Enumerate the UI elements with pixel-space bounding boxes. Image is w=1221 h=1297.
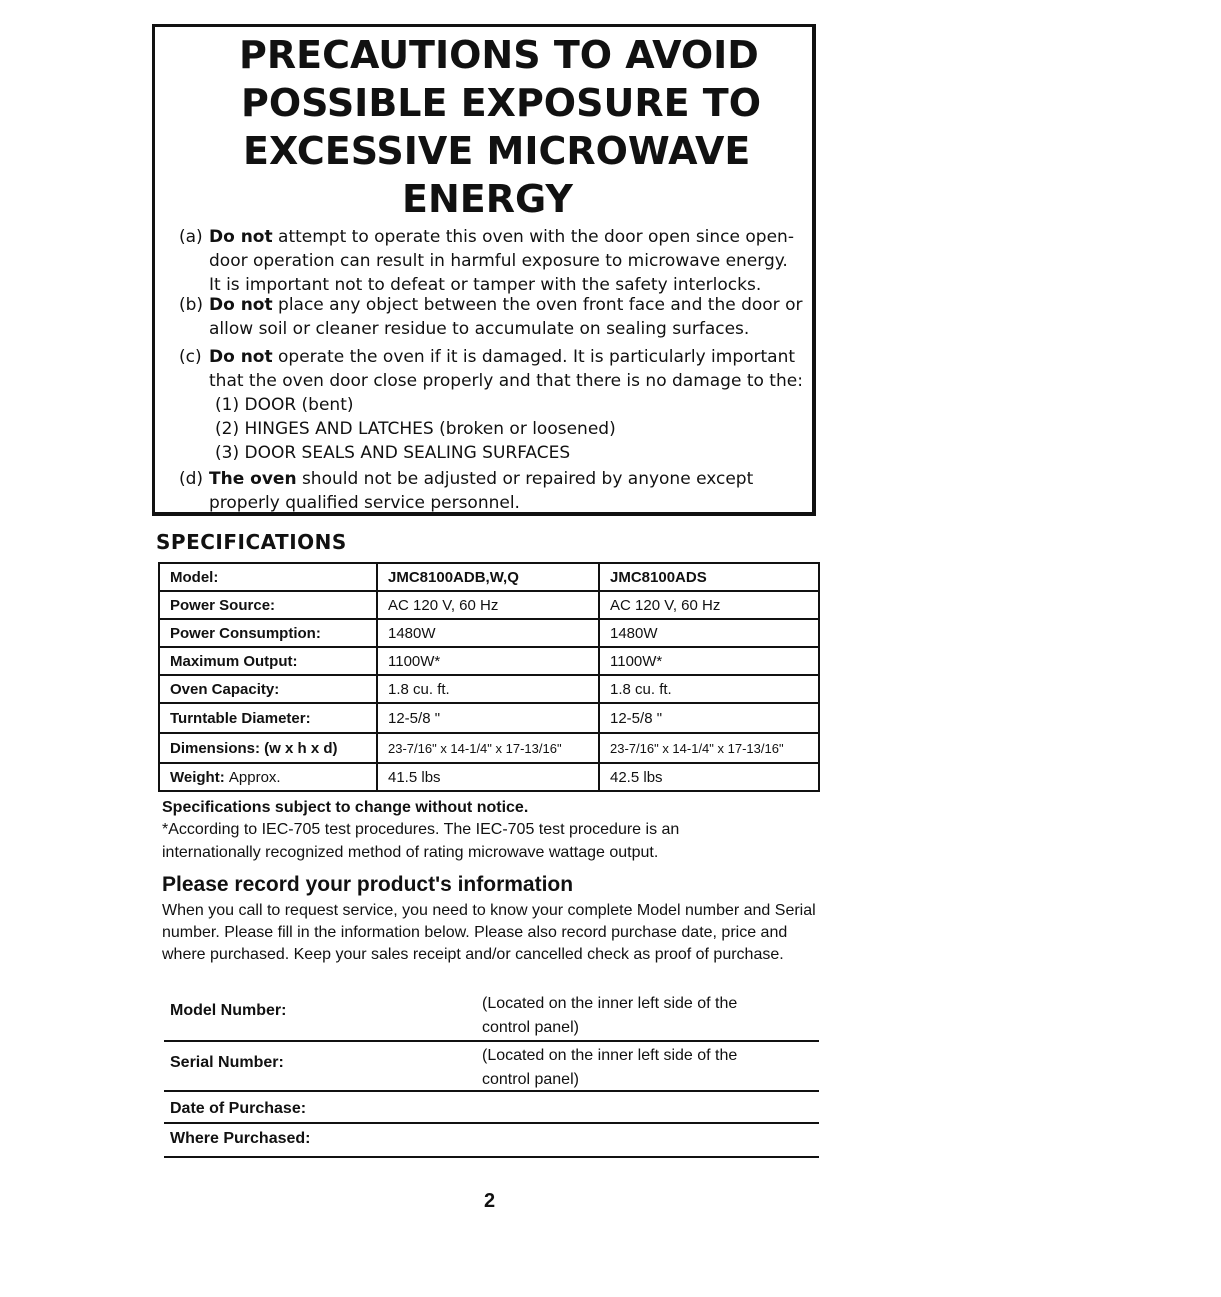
spec-row-maximum-output: Maximum Output: 1100W* 1100W* <box>159 647 819 675</box>
sub-item-seals: (3) DOOR SEALS AND SEALING SURFACES <box>215 443 571 463</box>
precautions-box <box>152 24 816 516</box>
precaution-item-d: (d) The oven should not be adjusted or repaired by anyone except properly qualified service personnel. <box>179 469 754 513</box>
specifications-table <box>158 562 820 792</box>
record-field-date-of-purchase: Date of Purchase: <box>164 1094 819 1124</box>
spec-row-power-consumption: Power Consumption: 1480W 1480W <box>159 619 819 647</box>
record-paragraph: When you call to request service, you need to know your complete Model number and Serial number. Please fill in the information below. Please also record purchase date, price and where purchased. Keep your sales receipt and/or cancelled check as proof of purchase. <box>162 902 816 963</box>
precaution-item-c: (c) Do not operate the oven if it is damaged. It is particularly important that the oven door close properly and that there is no damage to the: <box>179 347 803 391</box>
spec-row-oven-capacity: Oven Capacity: 1.8 cu. ft. 1.8 cu. ft. <box>159 675 819 703</box>
precaution-item-b: (b) Do not place any object between the oven front face and the door or allow soil or cleaner residue to accumulate on sealing surfaces. <box>179 295 803 339</box>
sub-item-hinges: (2) HINGES AND LATCHES (broken or loosened) <box>215 419 616 439</box>
record-field-model-number: Model Number: (Located on the inner left side of the control panel) <box>164 992 819 1042</box>
title-line-1: PRECAUTIONS TO AVOID <box>239 33 759 77</box>
spec-footnote-2: internationally recognized method of rating microwave wattage output. <box>162 844 659 861</box>
spec-row-dimensions: Dimensions: (w x h x d) 23-7/16" x 14-1/4" x 17-13/16" 23-7/16" x 14-1/4" x 17-13/16" <box>159 733 819 763</box>
record-field-where-purchased: Where Purchased: <box>164 1126 819 1158</box>
title-line-2: POSSIBLE EXPOSURE TO <box>241 81 761 125</box>
precaution-item-a: (a) Do not attempt to operate this oven with the door open since open- door operation can result in harmful exposure to microwave energy. It is important not to defeat or tamper with the safety interlocks. <box>179 227 794 295</box>
spec-row-model: Model: JMC8100ADB,W,Q JMC8100ADS <box>159 563 819 591</box>
spec-notice: Specifications subject to change without notice. <box>162 799 529 816</box>
record-heading: Please record your product's information <box>162 873 574 896</box>
spec-footnote-1: *According to IEC-705 test procedures. The IEC-705 test procedure is an <box>162 821 680 838</box>
spec-row-weight: Weight: Approx. 41.5 lbs 42.5 lbs <box>159 763 819 791</box>
title-line-4: ENERGY <box>402 177 573 221</box>
page-number: 2 <box>484 1190 496 1212</box>
spec-row-power-source: Power Source: AC 120 V, 60 Hz AC 120 V, 60 Hz <box>159 591 819 619</box>
specifications-heading: SPECIFICATIONS <box>156 530 347 554</box>
title-line-3: EXCESSIVE MICROWAVE <box>243 129 751 173</box>
record-field-serial-number: Serial Number: (Located on the inner left side of the control panel) <box>164 1042 819 1092</box>
spec-row-turntable: Turntable Diameter: 12-5/8 " 12-5/8 " <box>159 703 819 733</box>
sub-item-door: (1) DOOR (bent) <box>215 395 354 415</box>
